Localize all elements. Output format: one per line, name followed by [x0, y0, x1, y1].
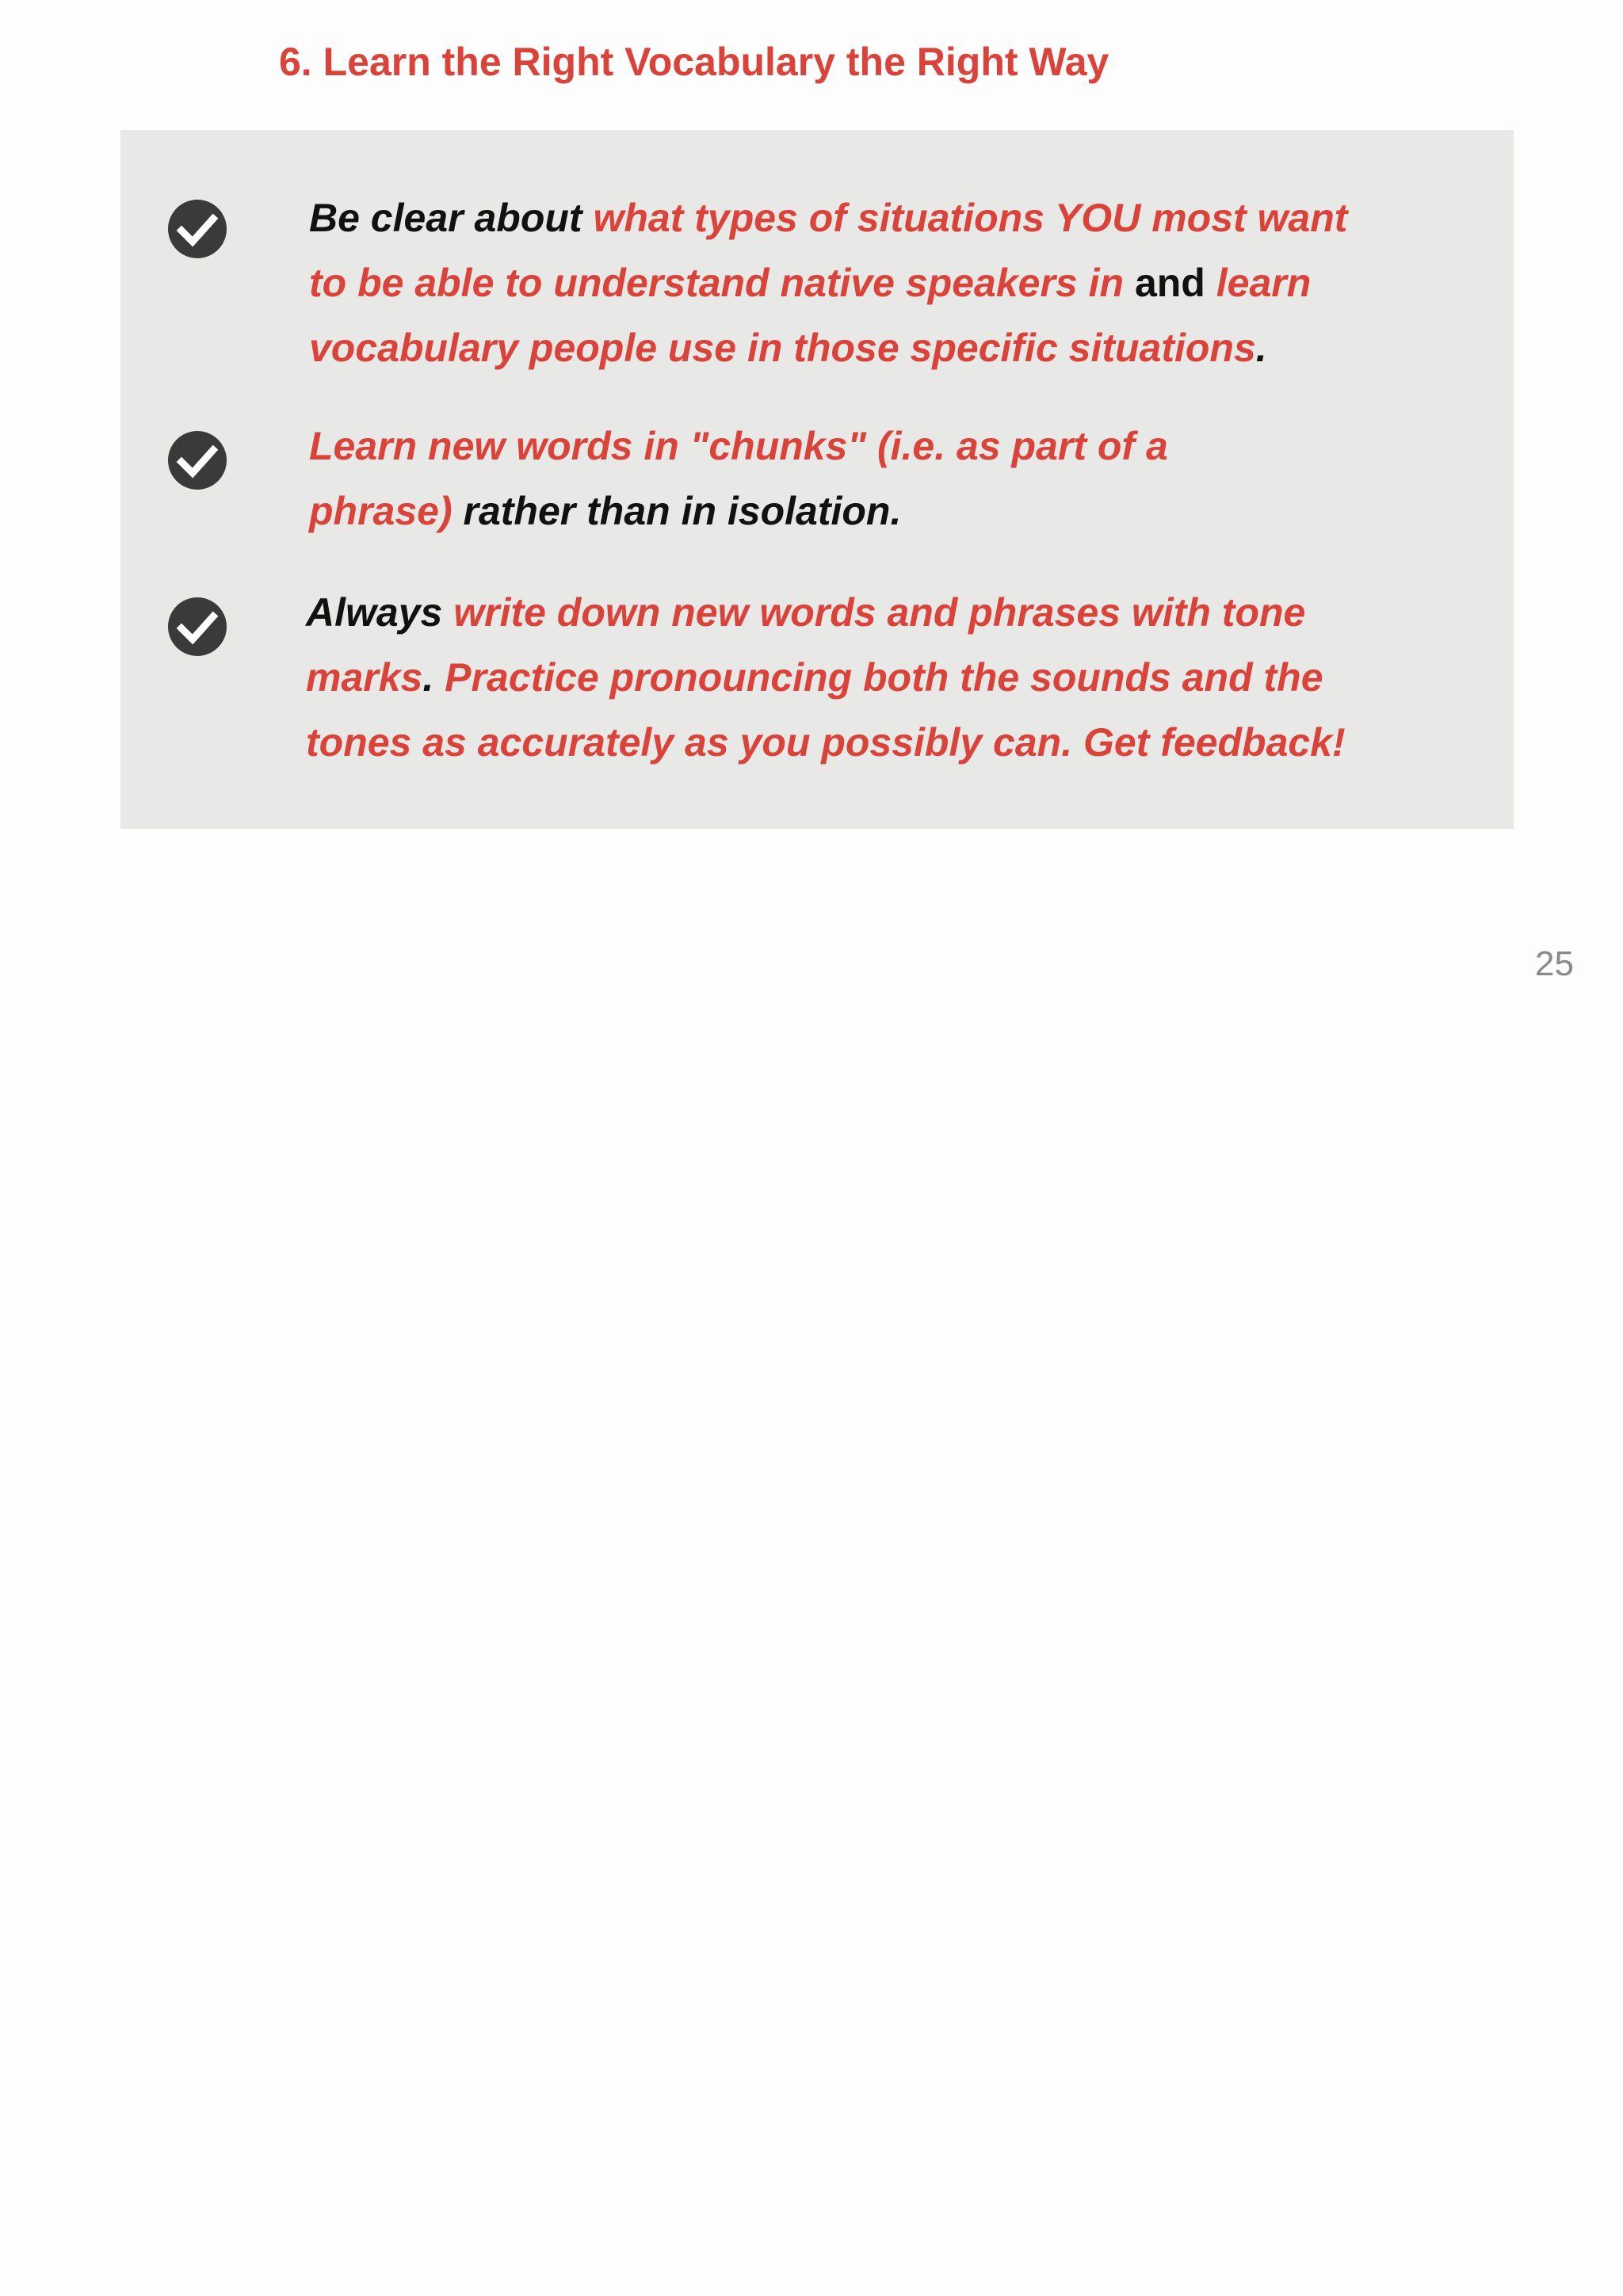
- tip-segment: Be clear about: [309, 196, 594, 240]
- tip-segment: Learn new words in "chunks" (i.e. as part of a: [309, 424, 1168, 468]
- check-circle-icon: [168, 431, 227, 490]
- tip-3-line-1: [306, 580, 1346, 645]
- check-circle-icon: [168, 200, 227, 258]
- tip-segment: marks: [306, 655, 423, 700]
- tip-text-1: [309, 185, 1347, 380]
- tip-2-line-1: [309, 414, 1168, 479]
- tip-segment: phrase): [309, 489, 453, 533]
- tip-text-2: [309, 414, 1168, 543]
- tip-segment: Always: [306, 590, 443, 635]
- tip-segment: rather than in isolation.: [452, 489, 902, 533]
- tip-1-line-2: [309, 250, 1347, 315]
- tip-3-line-3: [306, 710, 1346, 775]
- tip-segment: to be able to understand native speakers in: [309, 261, 1125, 305]
- tip-segment: write down new words and phrases with tone: [442, 590, 1306, 635]
- page-heading: 6. Learn the Right Vocabulary the Right Way: [279, 40, 1109, 84]
- check-circle-icon: [168, 597, 227, 656]
- tip-segment: .: [1255, 326, 1267, 370]
- tips-box: [120, 130, 1514, 829]
- tip-segment: vocabulary people use in those specific situations: [309, 326, 1256, 370]
- tip-3-line-2: [306, 645, 1346, 710]
- tip-segment: Practice pronouncing both the sounds and the: [445, 655, 1323, 700]
- tip-text-3: [306, 580, 1346, 775]
- tip-1-line-1: [309, 185, 1347, 250]
- tip-segment: tones as accurately as you possibly can. Get feedback!: [306, 720, 1346, 765]
- tip-segment: learn: [1216, 261, 1312, 305]
- tip-2-line-2: [309, 479, 1168, 543]
- tip-1-line-3: [309, 315, 1347, 380]
- tip-segment: what types of situations YOU most want: [593, 196, 1348, 240]
- tip-segment: .: [422, 655, 445, 700]
- tip-segment: and: [1124, 261, 1216, 305]
- page-number: 25: [1535, 944, 1574, 983]
